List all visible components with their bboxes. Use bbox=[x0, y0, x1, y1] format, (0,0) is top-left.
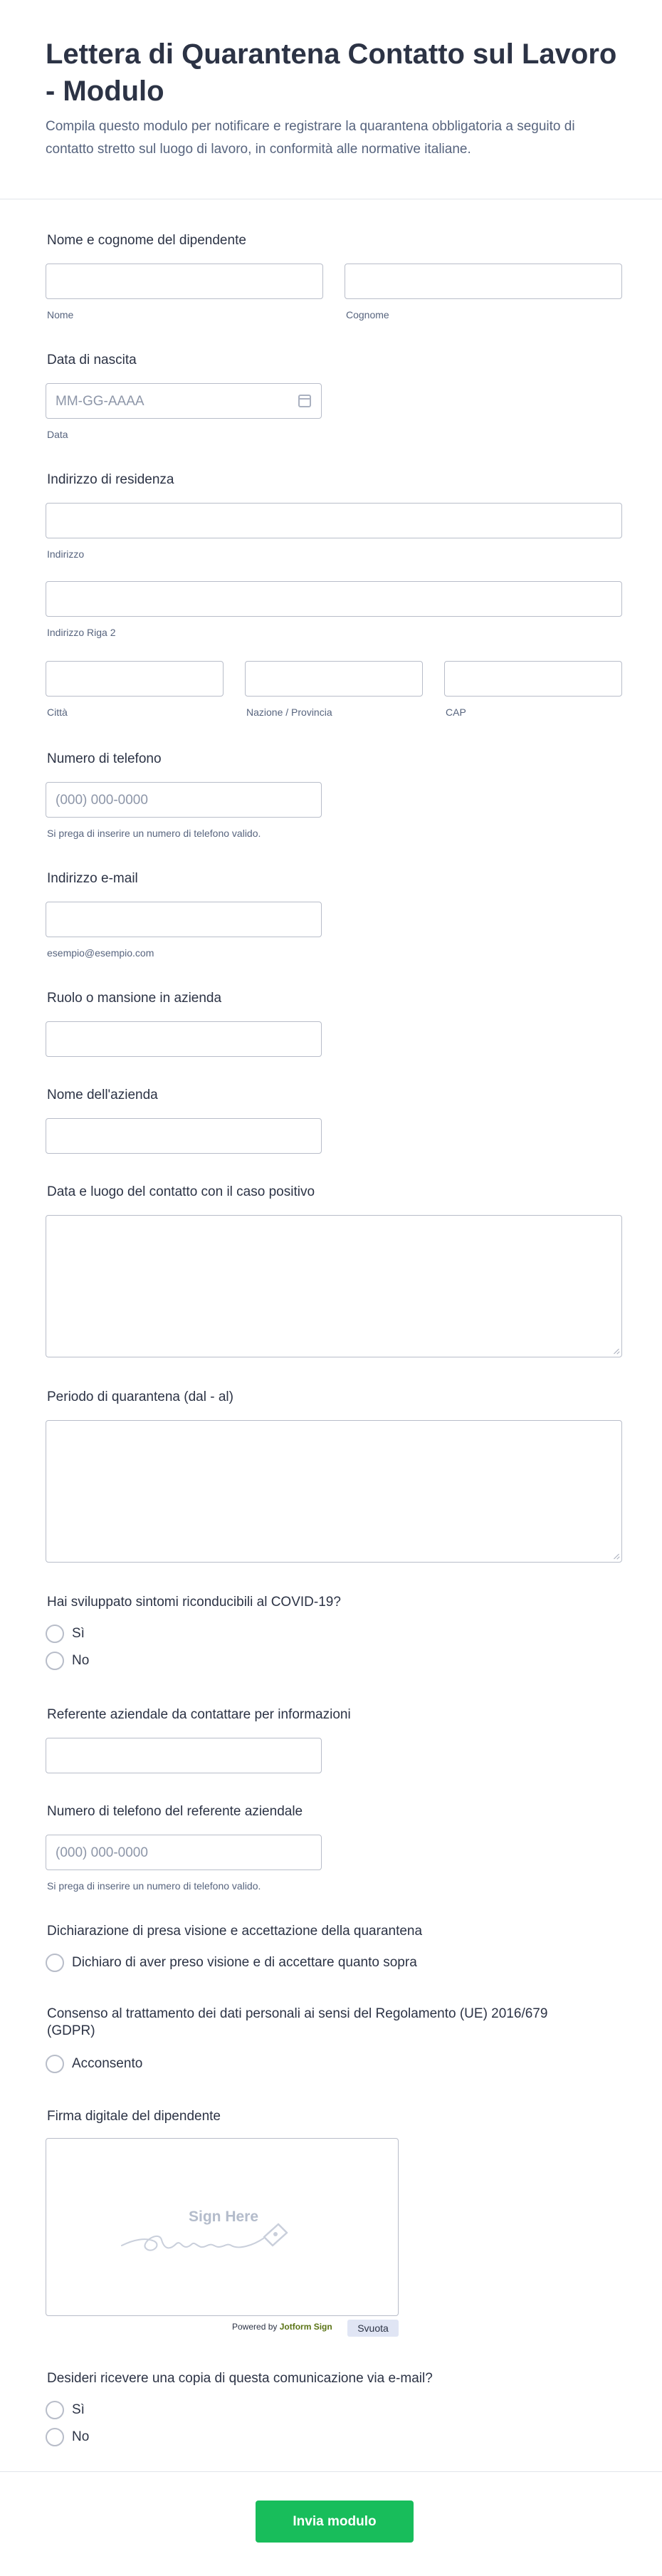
symptoms-option-yes[interactable] bbox=[46, 1624, 85, 1644]
copy-option-no[interactable] bbox=[46, 2427, 89, 2447]
consent-option[interactable] bbox=[46, 2054, 142, 2074]
submit-button[interactable]: Invia modulo bbox=[256, 2501, 414, 2543]
footer-divider bbox=[0, 2471, 662, 2472]
radio-button[interactable] bbox=[46, 1954, 64, 1972]
copy-label: Desideri ricevere una copia di questa comunicazione via e-mail? bbox=[47, 2371, 433, 2386]
referent-phone-sublabel: Si prega di inserire un numero di telefono valido. bbox=[47, 1880, 261, 1892]
phone-placeholder: (000) 000-0000 bbox=[56, 793, 148, 808]
signature-label: Firma digitale del dipendente bbox=[47, 2109, 221, 2124]
resize-handle-icon[interactable] bbox=[612, 1553, 619, 1560]
address-label: Indirizzo di residenza bbox=[47, 472, 174, 487]
copy-field bbox=[46, 2370, 622, 2456]
address-line2-sublabel: Indirizzo Riga 2 bbox=[47, 627, 116, 638]
last-name-input[interactable] bbox=[345, 264, 622, 299]
consent-field bbox=[46, 2006, 622, 2084]
radio-label: Sì bbox=[72, 1626, 85, 1641]
referent-phone-field bbox=[46, 1803, 622, 1896]
birth-date-input[interactable] bbox=[46, 383, 322, 419]
radio-label: No bbox=[72, 1653, 90, 1668]
consent-label-line1: Consenso al trattamento dei dati personali ai sensi del Regolamento (UE) 2016/679 bbox=[47, 2006, 548, 2021]
role-label: Ruolo o mansione in azienda bbox=[47, 991, 222, 1006]
powered-by-text bbox=[232, 2322, 332, 2332]
radio-button[interactable] bbox=[46, 1652, 64, 1670]
zip-sublabel: CAP bbox=[446, 706, 466, 718]
city-input[interactable] bbox=[46, 661, 224, 697]
city-sublabel: Città bbox=[47, 706, 68, 718]
acknowledge-field bbox=[46, 1923, 622, 1980]
form-subtitle: Compila questo modulo per notificare e registrare la quarantena obbligatoria a seguito di contatto stretto sul luogo di lavoro, in conformità alle normative italiane. bbox=[46, 119, 575, 157]
address-line1-sublabel: Indirizzo bbox=[47, 548, 85, 560]
first-name-sublabel: Nome bbox=[47, 309, 74, 320]
email-sublabel: esempio@esempio.com bbox=[47, 947, 154, 959]
powered-prefix: Powered by bbox=[232, 2322, 278, 2332]
quarantine-period-field bbox=[46, 1389, 622, 1567]
radio-button[interactable] bbox=[46, 1625, 64, 1643]
resize-handle-icon[interactable] bbox=[612, 1347, 619, 1355]
acknowledge-label: Dichiarazione di presa visione e accettazione della quarantena bbox=[47, 1924, 423, 1939]
signature-field bbox=[46, 2108, 622, 2343]
company-label: Nome dell'azienda bbox=[47, 1088, 158, 1102]
email-input[interactable] bbox=[46, 902, 322, 937]
contact-date-label: Data e luogo del contatto con il caso positivo bbox=[47, 1184, 315, 1199]
radio-label: Sì bbox=[72, 2402, 85, 2417]
clear-signature-button[interactable]: Svuota bbox=[347, 2320, 399, 2337]
quarantine-period-textarea[interactable] bbox=[46, 1420, 622, 1563]
region-sublabel: Nazione / Provincia bbox=[246, 706, 332, 718]
zip-input[interactable] bbox=[444, 661, 622, 697]
address-line2-input[interactable] bbox=[46, 581, 622, 617]
company-input[interactable] bbox=[46, 1118, 322, 1154]
company-field bbox=[46, 1087, 622, 1158]
symptoms-option-no[interactable] bbox=[46, 1651, 89, 1671]
phone-input[interactable] bbox=[46, 782, 322, 818]
symptoms-label: Hai sviluppato sintomi riconducibili al COVID-19? bbox=[47, 1595, 341, 1610]
signature-hint: Sign Here bbox=[189, 2209, 259, 2225]
copy-option-yes[interactable] bbox=[46, 2400, 85, 2420]
radio-label: No bbox=[72, 2429, 90, 2444]
birth-field bbox=[46, 352, 622, 444]
form-header bbox=[0, 0, 662, 199]
radio-button[interactable] bbox=[46, 2428, 64, 2446]
referent-phone-input[interactable] bbox=[46, 1835, 322, 1870]
symptoms-field bbox=[46, 1594, 622, 1679]
phone-sublabel: Si prega di inserire un numero di telefono valido. bbox=[47, 828, 261, 839]
referent-input[interactable] bbox=[46, 1738, 322, 1773]
quarantine-period-label: Periodo di quarantena (dal - al) bbox=[47, 1389, 233, 1404]
signature-pad[interactable] bbox=[46, 2138, 399, 2316]
role-input[interactable] bbox=[46, 1021, 322, 1057]
calendar-icon[interactable] bbox=[298, 395, 311, 407]
referent-field bbox=[46, 1706, 622, 1778]
phone-label: Numero di telefono bbox=[47, 751, 162, 766]
name-field bbox=[46, 232, 622, 325]
radio-label: Acconsento bbox=[72, 2056, 143, 2071]
radio-button[interactable] bbox=[46, 2055, 64, 2073]
address-field bbox=[46, 471, 622, 721]
name-label: Nome e cognome del dipendente bbox=[47, 233, 246, 248]
role-field bbox=[46, 990, 622, 1061]
email-field bbox=[46, 870, 622, 963]
first-name-input[interactable] bbox=[46, 264, 323, 299]
birth-date-placeholder: MM-GG-AAAA bbox=[56, 394, 145, 409]
region-input[interactable] bbox=[245, 661, 423, 697]
address-line1-input[interactable] bbox=[46, 503, 622, 538]
birth-label: Data di nascita bbox=[47, 353, 137, 367]
phone-field bbox=[46, 751, 622, 843]
last-name-sublabel: Cognome bbox=[346, 309, 389, 320]
referent-phone-placeholder: (000) 000-0000 bbox=[56, 1845, 148, 1860]
contact-date-field bbox=[46, 1184, 622, 1362]
birth-date-sublabel: Data bbox=[47, 429, 68, 440]
email-label: Indirizzo e-mail bbox=[47, 871, 138, 886]
referent-phone-label: Numero di telefono del referente aziendale bbox=[47, 1804, 303, 1819]
acknowledge-option[interactable] bbox=[46, 1953, 417, 1973]
contact-date-textarea[interactable] bbox=[46, 1215, 622, 1357]
referent-label: Referente aziendale da contattare per informazioni bbox=[47, 1707, 351, 1722]
radio-button[interactable] bbox=[46, 2401, 64, 2419]
form-title: Lettera di Quarantena Contatto sul Lavoro - Modulo bbox=[46, 38, 617, 107]
consent-label-line2: (GDPR) bbox=[47, 2023, 95, 2038]
powered-brand: Jotform Sign bbox=[279, 2322, 332, 2332]
radio-label: Dichiaro di aver preso visione e di accettare quanto sopra bbox=[72, 1955, 417, 1970]
